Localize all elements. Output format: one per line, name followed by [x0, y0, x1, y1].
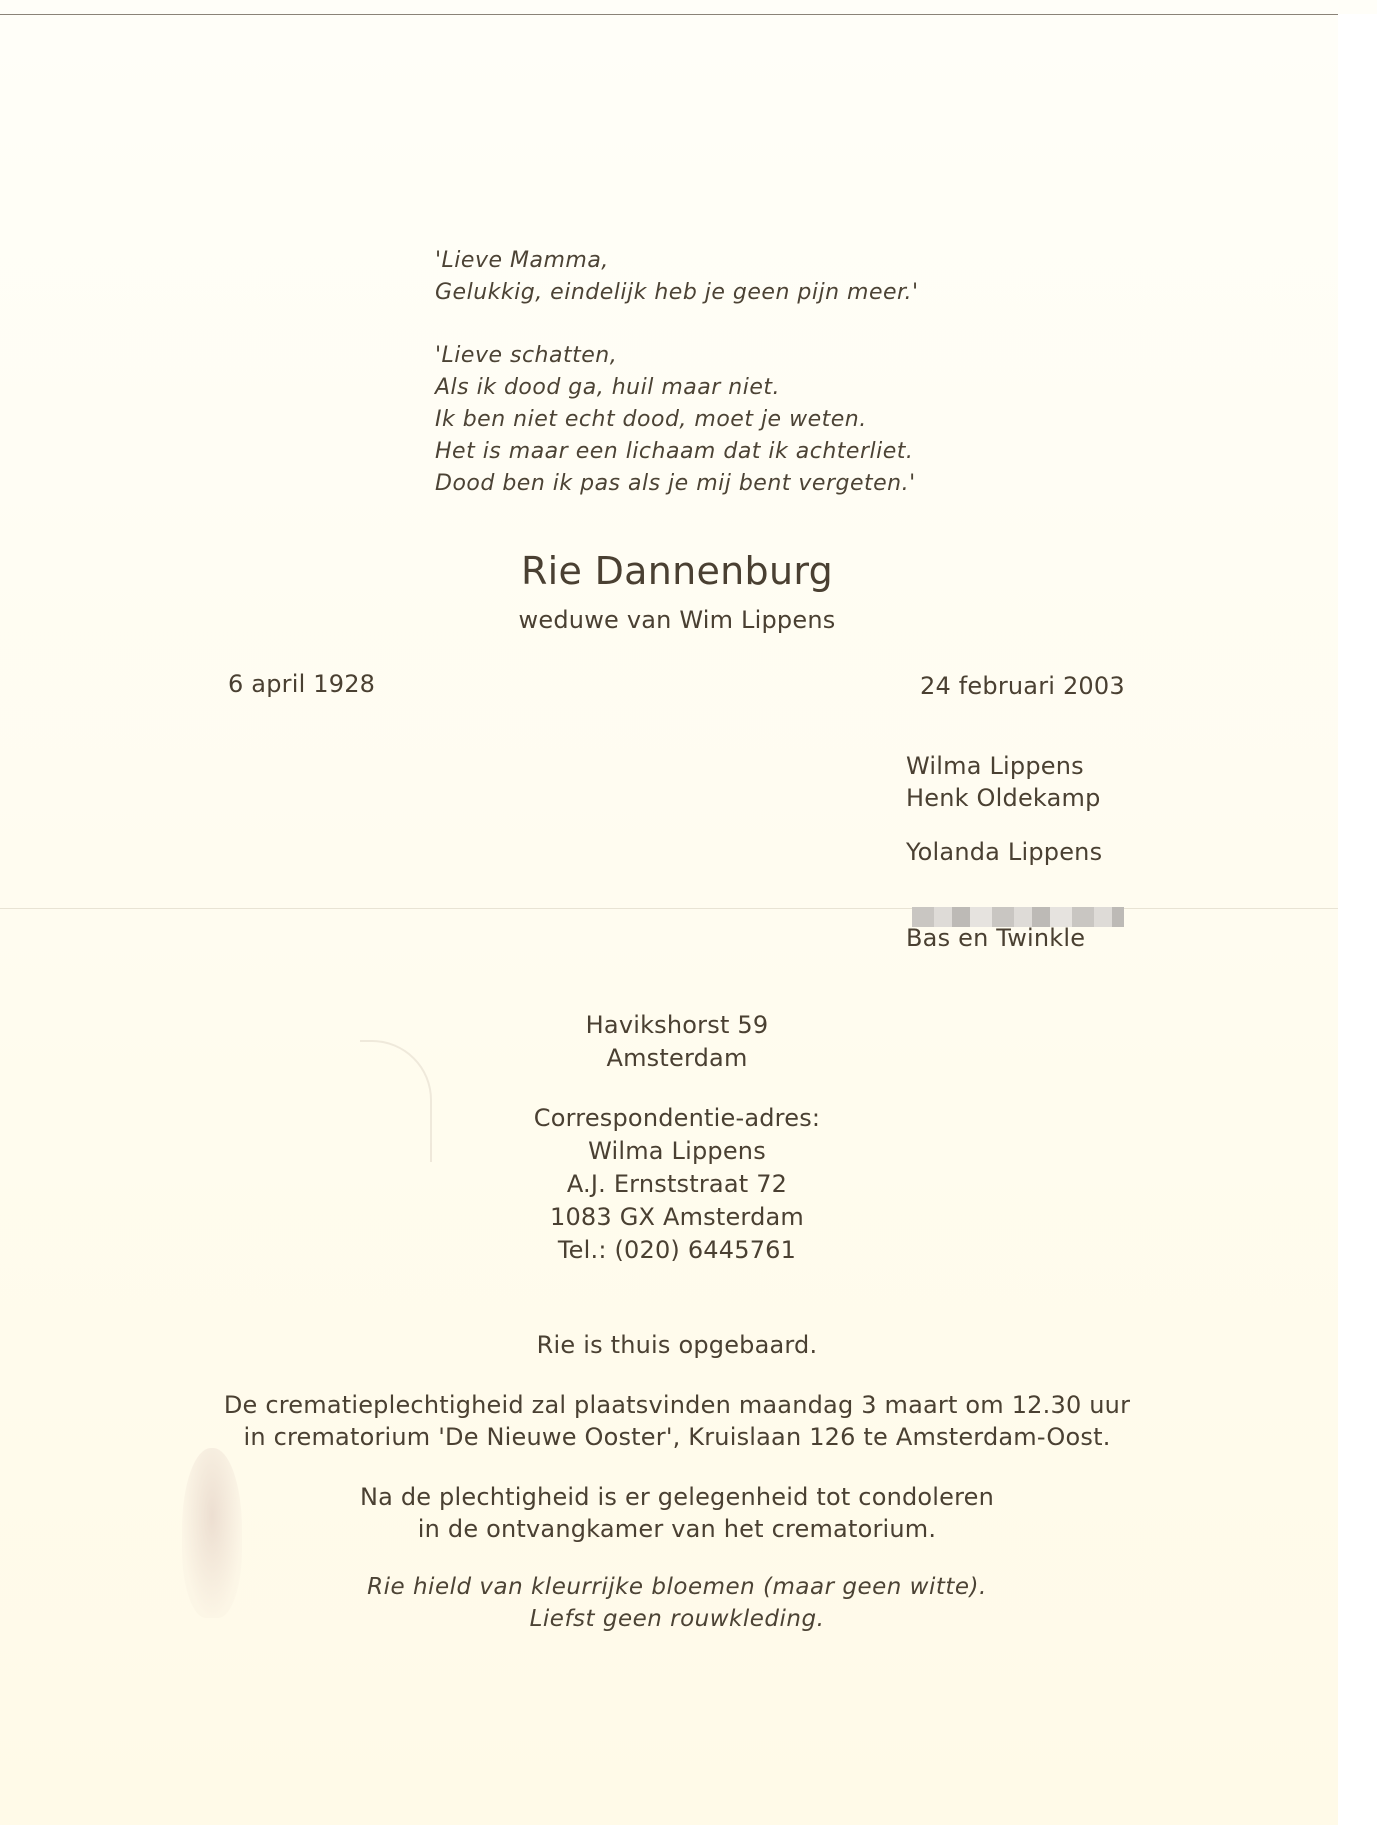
correspondence-heading: Correspondentie-adres:: [533, 1104, 821, 1132]
correspondence-name: Wilma Lippens: [588, 1137, 766, 1165]
deceased-subtitle: weduwe van Wim Lippens: [518, 606, 836, 634]
poem-line: Ik ben niet echt dood, moet je weten.: [435, 407, 867, 432]
fold-crease: [0, 908, 1338, 909]
poem-line: Dood ben ik pas als je mij bent vergeten.': [435, 471, 916, 496]
top-edge-rule: [0, 14, 1340, 15]
scan-margin: [1338, 14, 1377, 1825]
address-street: Havikshorst 59: [585, 1011, 769, 1039]
death-date: 24 februari 2003: [920, 672, 1125, 700]
poem-line: 'Lieve Mamma,: [435, 248, 609, 273]
deceased-name: Rie Dannenburg: [520, 549, 834, 593]
family-member: Wilma Lippens: [906, 752, 1084, 780]
poem-line: Het is maar een lichaam dat ik achterliet.: [435, 439, 914, 464]
embossed-mark: [360, 1040, 432, 1162]
family-member: Yolanda Lippens: [906, 838, 1103, 866]
ceremony-line: De crematieplechtigheid zal plaatsvinden maandag 3 maart om 12.30 uur: [223, 1391, 1131, 1419]
condolence-line: Na de plechtigheid is er gelegenheid tot condoleren: [359, 1483, 995, 1511]
birth-date: 6 april 1928: [228, 670, 376, 698]
laid-out-notice: Rie is thuis opgebaard.: [536, 1331, 818, 1359]
poem-line: 'Lieve schatten,: [435, 343, 618, 368]
correspondence-postal: 1083 GX Amsterdam: [549, 1203, 805, 1231]
correspondence-street: A.J. Ernststraat 72: [566, 1170, 788, 1198]
poem-line: Gelukkig, eindelijk heb je geen pijn meer.': [435, 280, 919, 305]
wishes-line: Liefst geen rouwkleding.: [529, 1606, 825, 1632]
family-member: Bas en Twinkle: [906, 924, 1086, 952]
family-member: Henk Oldekamp: [906, 784, 1101, 812]
condolence-line: in de ontvangkamer van het crematorium.: [417, 1515, 937, 1543]
correspondence-phone: Tel.: (020) 6445761: [557, 1236, 797, 1264]
address-city: Amsterdam: [606, 1044, 748, 1072]
wishes-line: Rie hield van kleurrijke bloemen (maar geen witte).: [367, 1574, 987, 1600]
poem-line: Als ik dood ga, huil maar niet.: [435, 375, 780, 400]
footprint-mark: [182, 1448, 242, 1618]
ceremony-line: in crematorium 'De Nieuwe Ooster', Kruislaan 126 te Amsterdam-Oost.: [243, 1423, 1111, 1451]
